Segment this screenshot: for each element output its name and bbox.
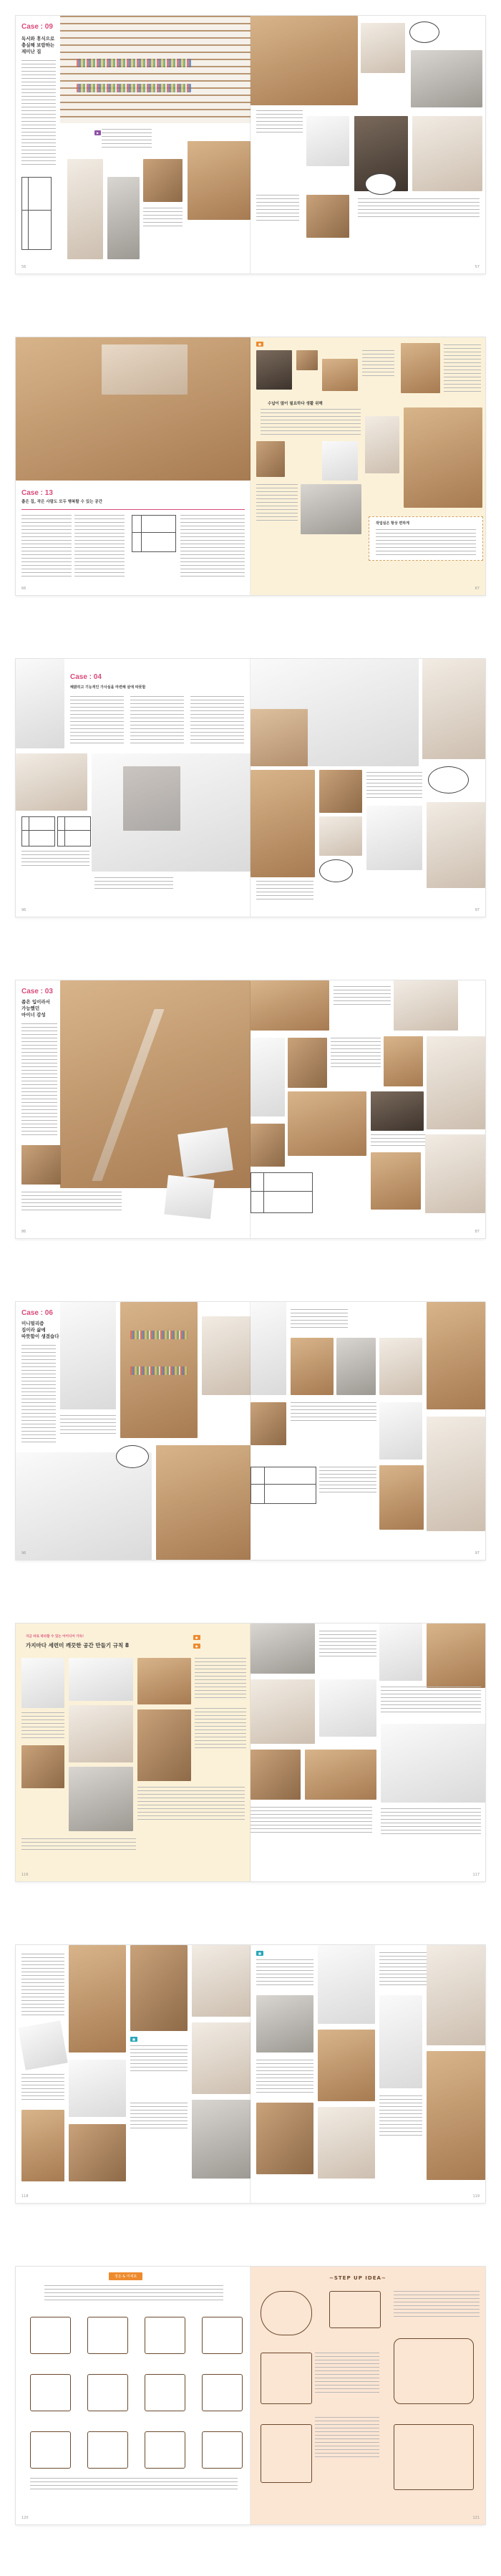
case-label: Case : 06 [21,1309,53,1317]
page-number: 87 [475,1230,480,1234]
case-title-line: 마이너 감성 [21,1012,46,1018]
desk-photo [371,1091,424,1131]
case-title-line: 집이라 삶에 [21,1327,46,1333]
closet-photo [427,2051,485,2180]
shelf-photo [291,1338,334,1395]
page-number: 116 [21,1873,29,1877]
window-photo [427,1417,485,1531]
window-photo [361,23,405,73]
cabinet-photo [256,1995,313,2052]
left-page [16,980,250,1238]
spread-1 [16,16,485,274]
case-title: 해맑히고 기능적인 가사실을 마련해 살에 따뜻함 [70,685,146,690]
page-number: 119 [472,2194,480,2199]
illustration [394,2424,474,2490]
box-photo [427,1036,485,1129]
storage-photo [319,770,362,813]
left-page [16,1624,250,1881]
corner-photo [69,2124,126,2181]
caption [137,1787,245,1823]
case-title-line: 충실해 보람하는 [21,42,55,48]
page-number: 97 [475,908,480,912]
caption [366,772,422,801]
drawer-photo [69,1767,133,1831]
fold-step-8 [202,2374,243,2411]
drawer-photo [250,1750,301,1800]
basket-photo [137,1709,191,1781]
left-page [16,2267,250,2524]
caption [30,2478,238,2492]
body-text [180,515,245,579]
callout-title: 작업실은 항상 편하게 [376,521,409,526]
drawer-photo [69,2060,126,2117]
caption [334,986,391,1008]
page-number: 57 [475,265,480,269]
corner-photo [250,1124,285,1167]
desk-photo [366,806,422,870]
shelf-photo [256,441,285,477]
room-photo [427,802,485,888]
room-photo [379,1995,422,2088]
caption [130,2045,188,2074]
hall-photo [427,1302,485,1409]
hall-photo [427,1945,485,2045]
sink-photo [21,1745,64,1788]
illustration [261,2291,312,2335]
caption [379,2095,422,2138]
shelf-photo [250,1038,285,1116]
room-photo [306,116,349,166]
desk-photo [143,159,183,202]
caption [256,2060,313,2095]
window-photo [394,980,458,1031]
fold-step-5 [30,2374,71,2411]
fold-step-10 [87,2431,128,2469]
spread-2 [16,337,485,595]
spread-8 [16,2267,485,2524]
caption [319,1631,376,1659]
cabinet-photo [379,1338,422,1395]
right-page [250,337,485,595]
body-text [190,696,244,746]
storage-photo [318,2107,375,2179]
cabinet-photo [288,1038,327,1088]
caption [21,2074,64,2103]
page-number: 56 [21,265,26,269]
caption [315,2353,379,2396]
books-row [130,1366,188,1375]
page-number: 66 [21,587,26,591]
kitchen-photo [250,16,358,105]
caption [362,350,394,379]
storage-photo [305,1750,376,1800]
body-text [130,696,184,746]
pots-photo [250,1624,315,1674]
bathroom-photo [250,1679,315,1744]
step-up-title: ~STEP UP IDEA~ [329,2275,386,2281]
detail-photo [250,1402,286,1445]
books-row [77,59,191,67]
drawer-photo [69,1705,133,1762]
section-tag: ■ [256,342,263,347]
illustration [329,2291,381,2328]
page-number: 96 [21,1551,26,1555]
page-number: 67 [475,587,480,591]
case-title-line: 가능했던 [21,1005,40,1011]
basket-photo [322,359,358,391]
drawer-photo [306,195,349,238]
caption [21,1192,122,1213]
shelf-photo [318,1945,375,2024]
basket-photo [319,816,362,856]
wall-shelf-photo [156,1445,250,1560]
illustration [261,2424,312,2483]
note-bubble [116,1445,149,1468]
closet-photo [381,1724,485,1803]
caption [256,110,303,133]
left-page [16,1945,250,2203]
page-number: 118 [21,2194,29,2199]
spread-4 [16,980,485,1238]
case-title-line: 독서와 휴식으로 [21,36,55,42]
desk-photo [365,416,399,473]
case-label: Case : 03 [21,988,53,995]
window-frame [123,766,180,831]
body-text [21,515,72,579]
floor-plan [21,816,55,846]
note-bubble [428,766,469,793]
fold-step-6 [87,2374,128,2411]
stair-photo [301,484,361,534]
floor-plan [132,515,176,552]
caption [60,1415,116,1437]
banner: 정돈 & 미세포 [109,2272,142,2280]
floor-plan [250,1172,313,1213]
fold-step-9 [30,2431,71,2469]
hall-photo [404,407,482,508]
fold-step-1 [30,2317,71,2354]
body-text [256,1959,313,1988]
photo-tag: ▶ [94,130,101,135]
right-page [250,16,485,274]
left-page [16,337,250,595]
cabinet-photo [401,343,440,393]
caption [319,1467,376,1495]
sink-photo [319,1679,376,1737]
room-photo [288,1091,366,1156]
room-photo [379,1402,422,1460]
spread-title: 가지마다 세련미 깨끗한 공간 만들기 규칙 8 [26,1642,130,1649]
fold-step-12 [202,2431,243,2469]
shelf-photo [250,709,308,766]
case-title: 좁은 집, 작은 사람도 모두 행복할 수 있는 공간 [21,500,103,504]
caption [444,344,481,395]
attic-photo [250,980,329,1031]
photo-tag: ■ [130,2037,137,2042]
caption [195,1708,246,1751]
title-rule [21,509,245,510]
window-photo [422,659,485,759]
section-tag: ■ [256,1951,263,1956]
case-label: Case : 09 [21,23,53,31]
caption [291,1309,348,1331]
right-page [250,980,485,1238]
case-label: Case : 04 [70,673,102,681]
caption [256,195,299,223]
page-number: 121 [472,2516,480,2520]
kitchen-photo [21,1658,64,1708]
note-bubble [319,859,353,882]
caption [102,129,152,149]
cabinet-photo [21,2110,64,2181]
right-page [250,659,485,917]
living-photo [16,1452,152,1560]
spread-6 [16,1624,485,1881]
case-title-line: 재미난 집 [21,49,42,54]
caption [291,1402,376,1424]
shelf-photo [411,50,482,107]
right-page [250,1945,485,2203]
stair-photo [188,141,250,220]
left-page [16,1302,250,1560]
page-number: 117 [472,1873,480,1877]
storage-photo [137,1658,191,1704]
spread-5 [16,1302,485,1560]
shelf-photo [69,1945,126,2052]
room-photo [322,441,358,481]
caption [358,198,480,218]
caption [256,881,313,902]
left-page [16,659,250,917]
shelf-photo [379,1624,422,1681]
drawer-photo [384,1036,423,1086]
caption [381,1808,481,1837]
illustration [261,2353,312,2404]
caption [21,851,89,869]
fold-step-2 [87,2317,128,2354]
item-photo [296,350,318,370]
shelf-photo [192,2100,250,2179]
box-photo [18,2020,68,2070]
body-text [21,1023,57,1138]
detail-photo [164,1175,214,1219]
fold-step-4 [202,2317,243,2354]
caption [143,208,183,229]
books-row [77,84,191,92]
tv-photo [256,350,292,390]
bed-photo [21,1145,61,1185]
callout-body [261,409,361,438]
body-text [21,1954,64,2018]
page-number: 120 [21,2516,29,2520]
page-number: 97 [475,1551,480,1555]
callout-title: 수납이 많이 필요하다 생활 위해 [268,402,323,406]
storage-photo [192,2022,250,2094]
note-bubble [409,21,439,43]
floor-plan [250,1467,316,1504]
living-photo [16,753,87,811]
body-text [21,1345,56,1445]
tip-body [376,529,476,555]
rule-tag: ● [193,1644,200,1649]
note-bubble [365,173,397,195]
caption [94,877,173,892]
fold-step-3 [145,2317,185,2354]
caption [250,1807,372,1835]
window-area [102,344,188,395]
case-title-line: 따뜻함이 생겼습다 [21,1333,59,1339]
caption [195,1658,246,1701]
books-row [130,1331,188,1339]
room-photo [192,1945,250,2017]
caption [21,1712,64,1741]
entry-photo [379,1465,424,1530]
body-text [21,60,56,168]
kicker: 지금 바로 따라할 수 있는 아이디어 가득! [26,1635,84,1639]
wall-shelf-photo [250,770,315,877]
desk-photo [318,2030,375,2101]
page-number: 86 [21,1230,26,1234]
fold-step-7 [145,2374,185,2411]
room-photo [60,1302,116,1409]
right-page [250,1624,485,1881]
right-page [250,1302,485,1560]
corner-photo [250,1302,286,1395]
body-text [74,515,125,579]
caption [394,2291,480,2320]
illustration [394,2338,474,2404]
case-title-line: 좁은 입이라서 [21,999,50,1005]
fold-step-11 [145,2431,185,2469]
case-title-line: 미니멀리즘 [21,1321,44,1326]
caption [381,1687,481,1715]
window-photo [202,1316,250,1395]
closet-photo [425,1134,485,1213]
spread-7 [16,1945,485,2203]
bookshelf-photo [60,16,250,123]
counter-photo [69,1658,133,1701]
intro-text [44,2285,223,2303]
storage-photo [336,1338,376,1395]
living-photo [67,159,103,259]
right-page [250,2267,485,2524]
left-page [16,16,250,274]
detail-photo [177,1127,233,1177]
closet-photo [130,1945,188,2031]
rule-tag: ● [193,1635,200,1640]
kitchen-photo [16,659,64,748]
kitchen-photo [412,116,482,191]
floor-plan [57,816,91,846]
caption [130,2103,188,2131]
box-photo [256,2103,313,2174]
caption [331,1038,381,1070]
caption [256,484,298,524]
case-label: Case : 13 [21,489,53,497]
spread-3 [16,659,485,917]
body-text [70,696,124,746]
caption [315,2417,379,2460]
caption [21,1838,136,1853]
storage-photo [371,1152,421,1210]
floor-plan [21,177,52,250]
cabinet-photo [427,1624,485,1688]
page-number: 96 [21,908,26,912]
shelf-photo [107,177,140,259]
